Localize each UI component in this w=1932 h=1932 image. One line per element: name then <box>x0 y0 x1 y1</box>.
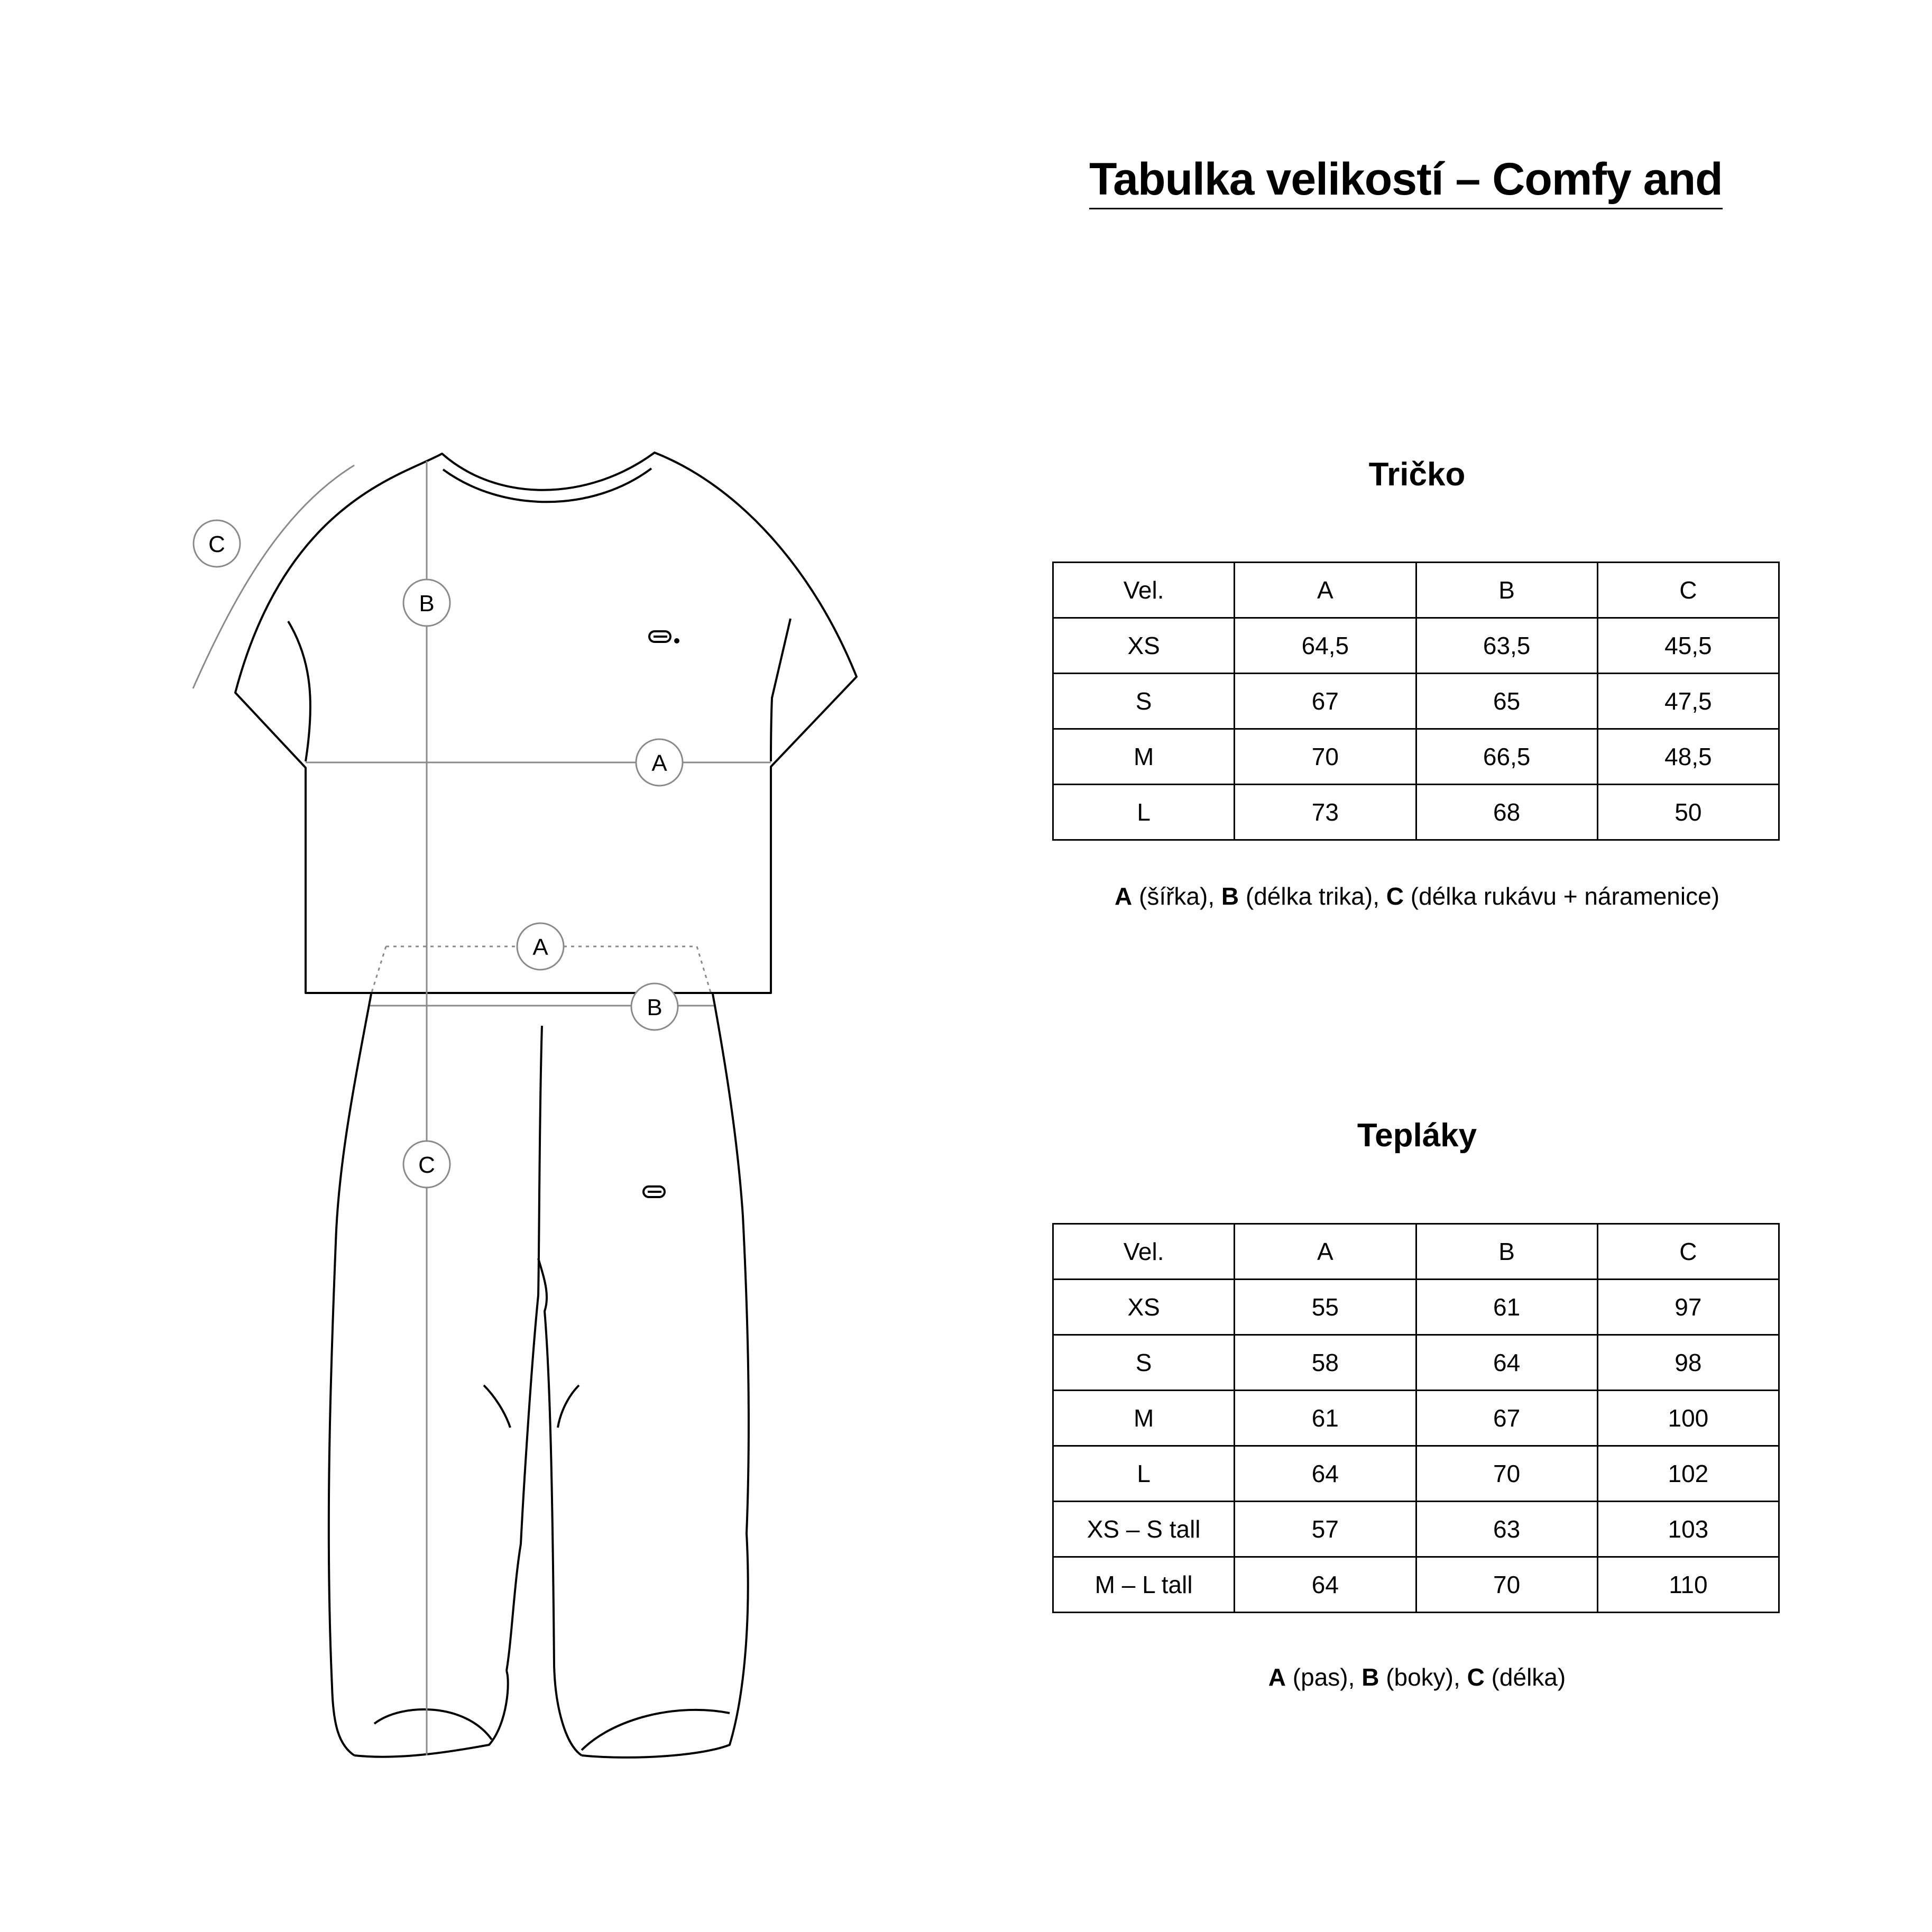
pants-heading: Tepláky <box>1357 1117 1477 1154</box>
marker-label: B <box>419 591 435 617</box>
marker-label: C <box>418 1152 435 1178</box>
size-cell: XS <box>1053 1280 1235 1335</box>
marker-label: A <box>651 750 667 776</box>
table-row <box>1053 1446 1779 1502</box>
size-cell: L <box>1053 1446 1235 1502</box>
value-cell: 102 <box>1597 1446 1779 1502</box>
value-cell: 61 <box>1235 1391 1416 1446</box>
value-cell: 110 <box>1597 1557 1779 1613</box>
column-header: C <box>1597 1224 1779 1280</box>
value-cell: 70 <box>1416 1446 1597 1502</box>
value-cell: 67 <box>1416 1391 1597 1446</box>
legend-text: (délka) <box>1484 1663 1566 1691</box>
value-cell: 45,5 <box>1597 618 1779 674</box>
legend-text: (délka trika), <box>1239 882 1386 910</box>
table-header-row <box>1053 1224 1779 1280</box>
value-cell: 58 <box>1235 1335 1416 1391</box>
measurement-guides <box>193 461 771 1755</box>
tshirt-legend <box>1052 882 1782 910</box>
table-body <box>1053 1224 1779 1613</box>
pants-legend <box>1052 1663 1782 1691</box>
table-row <box>1053 618 1779 674</box>
table-row <box>1053 674 1779 729</box>
value-cell: 61 <box>1416 1280 1597 1335</box>
size-cell: S <box>1053 674 1235 729</box>
value-cell: 50 <box>1597 785 1779 840</box>
value-cell: 97 <box>1597 1280 1779 1335</box>
table-row <box>1053 1391 1779 1446</box>
tshirt-heading: Tričko <box>1368 456 1466 493</box>
legend-text: (šířka), <box>1132 882 1221 910</box>
size-cell: XS <box>1053 618 1235 674</box>
value-cell: 67 <box>1235 674 1416 729</box>
legend-key: C <box>1386 882 1404 910</box>
pants-drawing <box>329 994 749 1758</box>
marker-label: C <box>208 531 225 557</box>
legend-text: (délka rukávu + náramenice) <box>1404 882 1720 910</box>
value-cell: 68 <box>1416 785 1597 840</box>
value-cell: 73 <box>1235 785 1416 840</box>
legend-text: (pas), <box>1286 1663 1362 1691</box>
garment-illustration <box>0 0 899 1932</box>
tshirt-drawing <box>235 453 857 993</box>
value-cell: 103 <box>1597 1502 1779 1557</box>
table-row <box>1053 1557 1779 1613</box>
size-cell: M <box>1053 1391 1235 1446</box>
size-cell: L <box>1053 785 1235 840</box>
value-cell: 64 <box>1235 1557 1416 1613</box>
value-cell: 64,5 <box>1235 618 1416 674</box>
legend-key: A <box>1114 882 1133 910</box>
legend-key: C <box>1467 1663 1485 1691</box>
brand-logo-icon <box>643 1186 665 1197</box>
pants-size-table <box>1052 1223 1780 1613</box>
legend-key: B <box>1361 1663 1379 1691</box>
column-header: A <box>1235 563 1416 618</box>
column-header: C <box>1597 563 1779 618</box>
table-row <box>1053 785 1779 840</box>
table-row <box>1053 1280 1779 1335</box>
table-row <box>1053 1502 1779 1557</box>
table-row <box>1053 1335 1779 1391</box>
value-cell: 66,5 <box>1416 729 1597 785</box>
legend-key: B <box>1221 882 1239 910</box>
table-row <box>1053 729 1779 785</box>
size-cell: XS – S tall <box>1053 1502 1235 1557</box>
size-cell: S <box>1053 1335 1235 1391</box>
size-cell: M <box>1053 729 1235 785</box>
column-header: B <box>1416 563 1597 618</box>
brand-logo-icon <box>649 631 678 642</box>
value-cell: 63,5 <box>1416 618 1597 674</box>
value-cell: 47,5 <box>1597 674 1779 729</box>
value-cell: 57 <box>1235 1502 1416 1557</box>
column-header: A <box>1235 1224 1416 1280</box>
legend-key: A <box>1268 1663 1286 1691</box>
value-cell: 48,5 <box>1597 729 1779 785</box>
value-cell: 65 <box>1416 674 1597 729</box>
marker-label: A <box>532 934 548 960</box>
table-body <box>1053 563 1779 840</box>
size-cell: M – L tall <box>1053 1557 1235 1613</box>
value-cell: 64 <box>1235 1446 1416 1502</box>
column-header: Vel. <box>1053 1224 1235 1280</box>
table-header-row <box>1053 563 1779 618</box>
value-cell: 98 <box>1597 1335 1779 1391</box>
value-cell: 70 <box>1235 729 1416 785</box>
tshirt-size-table <box>1052 562 1780 841</box>
page-title: Tabulka velikostí – Comfy and <box>1089 153 1723 209</box>
value-cell: 55 <box>1235 1280 1416 1335</box>
value-cell: 70 <box>1416 1557 1597 1613</box>
value-cell: 64 <box>1416 1335 1597 1391</box>
marker-label: B <box>647 995 663 1020</box>
legend-text: (boky), <box>1379 1663 1467 1691</box>
value-cell: 63 <box>1416 1502 1597 1557</box>
value-cell: 100 <box>1597 1391 1779 1446</box>
column-header: Vel. <box>1053 563 1235 618</box>
column-header: B <box>1416 1224 1597 1280</box>
